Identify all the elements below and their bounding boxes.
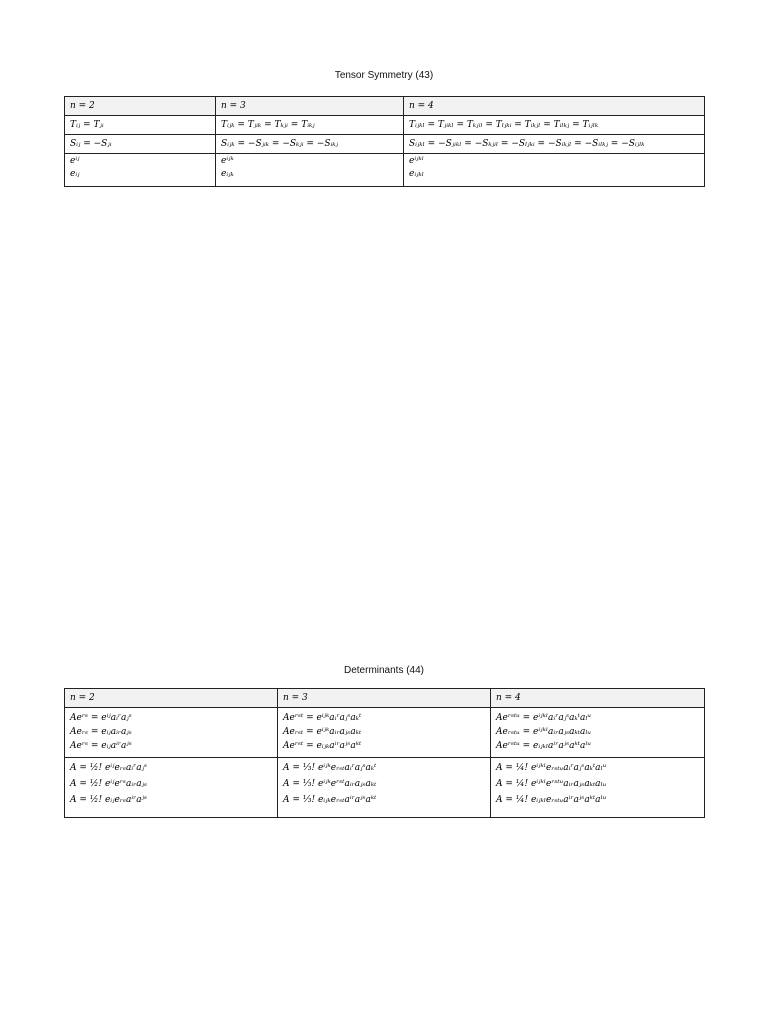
header-n4: n = 4 (404, 97, 705, 116)
permutation-symbol-n4 (404, 154, 705, 187)
permutation-symbol-n3 (216, 154, 404, 187)
formula-line: Aeᵣₛₜᵤ = eⁱʲᵏˡaᵢᵣaⱼₛaₖₜaₗᵤ (496, 727, 592, 737)
table-row (65, 708, 705, 758)
formula-line: Aeʳˢ = eᵢⱼaⁱʳaʲˢ (70, 741, 132, 751)
formula-line: A = ¼! eⁱʲᵏˡeʳˢᵗᵘaᵢᵣaⱼₛaₖₜaₗᵤ (496, 779, 607, 789)
formula-line: Aeᵣₛₜ = eⁱʲᵏaᵢᵣaⱼₛaₖₜ (283, 727, 362, 737)
symmetric-n2: Tᵢⱼ = Tⱼᵢ (65, 116, 216, 135)
formula-line: eⁱʲ (70, 156, 80, 166)
formula-line: eⁱʲᵏˡ (409, 156, 424, 166)
table-header-row (65, 689, 705, 708)
determinants-table (64, 688, 705, 818)
table-row (65, 135, 705, 154)
header-n3: n = 3 (216, 97, 404, 116)
formula-line: A = ½! eⁱʲeʳˢaᵢᵣaⱼₛ (70, 779, 148, 789)
formula-line: A = ⅓! eᵢⱼₖeᵣₛₜaⁱʳaʲˢaᵏᵗ (283, 795, 377, 805)
determinants-caption: Determinants (44) (343, 665, 425, 676)
tensor-symmetry-table (64, 96, 705, 187)
symmetric-n4: Tᵢⱼₖₗ = Tⱼᵢₖₗ = Tₖⱼᵢₗ = Tₗⱼₖᵢ = Tᵢₖⱼₗ = Tᵢₗₖⱼ = Tᵢⱼₗₖ (404, 116, 705, 135)
formula-line: eᵢⱼₖ (221, 169, 234, 179)
formula-line: A = ¼! eⁱʲᵏˡeᵣₛₜᵤaᵢʳaⱼˢaₖᵗaₗᵘ (496, 763, 607, 773)
header-n3: n = 3 (278, 689, 491, 708)
antisymmetric-n4: Sᵢⱼₖₗ = −Sⱼᵢₖₗ = −Sₖⱼᵢₗ = −Sₗⱼₖᵢ = −Sᵢₖⱼₗ = −Sᵢₗₖⱼ = −Sᵢⱼₗₖ (404, 135, 705, 154)
formula-line: Aeʳˢᵗᵘ = eⁱʲᵏˡaᵢʳaⱼˢaₖᵗaₗᵘ (496, 713, 592, 723)
formula-line: A = ¼! eᵢⱼₖₗeᵣₛₜᵤaⁱʳaʲˢaᵏᵗaˡᵘ (496, 795, 607, 805)
det-identity-n4 (491, 708, 705, 758)
formula-line: A = ½! eⁱʲeᵣₛaᵢʳaⱼˢ (70, 763, 148, 773)
formula-line: eᵢⱼₖₗ (409, 169, 424, 179)
det-formula-n4 (491, 758, 705, 818)
header-n4: n = 4 (491, 689, 705, 708)
formula-line: eⁱʲᵏ (221, 156, 234, 166)
header-n2: n = 2 (65, 97, 216, 116)
formula-line: Aeʳˢ = eⁱʲaᵢʳaⱼˢ (70, 713, 132, 723)
table-row (65, 154, 705, 187)
formula-line: Aeʳˢᵗᵘ = eᵢⱼₖₗaⁱʳaʲˢaᵏᵗaˡᵘ (496, 741, 592, 751)
formula-line: Aeᵣₛ = eᵢⱼaᵢᵣaⱼₛ (70, 727, 132, 737)
table-row (65, 758, 705, 818)
formula-line: A = ½! eᵢⱼeᵣₛaⁱʳaʲˢ (70, 795, 148, 805)
table-row (65, 116, 705, 135)
antisymmetric-n2: Sᵢⱼ = −Sⱼᵢ (65, 135, 216, 154)
formula-line: A = ⅓! eⁱʲᵏeʳˢᵗaᵢᵣaⱼₛaₖₜ (283, 779, 377, 789)
permutation-symbol-n2 (65, 154, 216, 187)
antisymmetric-n3: Sᵢⱼₖ = −Sⱼᵢₖ = −Sₖⱼᵢ = −Sᵢₖⱼ (216, 135, 404, 154)
formula-line: A = ⅓! eⁱʲᵏeᵣₛₜaᵢʳaⱼˢaₖᵗ (283, 763, 377, 773)
det-formula-n2 (65, 758, 278, 818)
det-identity-n2 (65, 708, 278, 758)
header-n2: n = 2 (65, 689, 278, 708)
tensor-symmetry-caption: Tensor Symmetry (43) (334, 70, 434, 81)
symmetric-n3: Tᵢⱼₖ = Tⱼᵢₖ = Tₖⱼᵢ = Tᵢₖⱼ (216, 116, 404, 135)
formula-line: eᵢⱼ (70, 169, 80, 179)
formula-line: Aeʳˢᵗ = eᵢⱼₖaⁱʳaʲˢaᵏᵗ (283, 741, 362, 751)
formula-line: Aeʳˢᵗ = eⁱʲᵏaᵢʳaⱼˢaₖᵗ (283, 713, 362, 723)
table-header-row (65, 97, 705, 116)
det-identity-n3 (278, 708, 491, 758)
det-formula-n3 (278, 758, 491, 818)
